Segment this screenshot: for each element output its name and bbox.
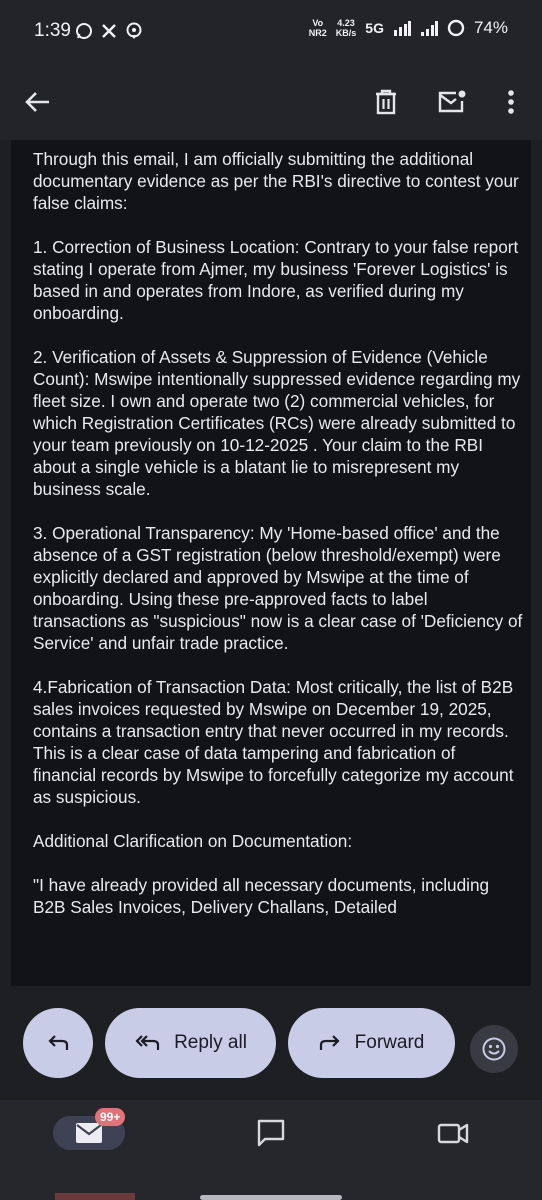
app-bar <box>0 64 542 140</box>
more-vert-icon <box>507 89 515 115</box>
status-time: 1:39 <box>34 20 71 41</box>
mark-unread-button[interactable] <box>430 80 474 124</box>
reply-all-icon <box>134 1034 160 1052</box>
status-bar <box>0 0 542 64</box>
mail-icon <box>75 1122 103 1144</box>
email-paragraph: "I have already provided all necessary documents, including B2B Sales Invoices, Delivery Challans, Detailed <box>33 875 490 917</box>
mark-unread-icon <box>437 90 467 114</box>
peek-strip <box>55 1193 135 1200</box>
forward-icon <box>319 1034 341 1052</box>
emoji-reaction-button[interactable] <box>470 1025 518 1073</box>
network-type: 5G <box>365 20 384 36</box>
nr-label: NR2 <box>308 28 327 38</box>
signal-icon-2 <box>420 20 438 36</box>
emoji-icon <box>481 1036 507 1062</box>
network-speed <box>336 18 357 38</box>
video-camera-icon <box>437 1118 469 1148</box>
email-paragraph: Through this email, I am officially submitting the additional documentary evidence as per the RBI's directive to contest your false claims: <box>33 149 519 213</box>
forward-label: Forward <box>354 1032 425 1053</box>
back-button[interactable] <box>16 80 60 124</box>
nav-meet-tab[interactable] <box>437 1118 469 1153</box>
more-options-button[interactable] <box>489 80 533 124</box>
delete-button[interactable] <box>364 80 408 124</box>
forward-button[interactable] <box>288 1008 455 1078</box>
gesture-home-bar <box>200 1195 342 1200</box>
reply-all-label: Reply all <box>174 1032 247 1053</box>
signal-icon <box>393 20 411 36</box>
location-message-icon <box>125 22 143 40</box>
bottom-nav <box>0 1100 542 1200</box>
mail-badge: 99+ <box>95 1108 125 1126</box>
whatsapp-icon <box>75 22 93 40</box>
reply-all-button[interactable] <box>105 1008 276 1078</box>
nav-chat-tab[interactable] <box>256 1118 286 1153</box>
speed-value: 4.23 <box>337 18 355 28</box>
email-paragraph: 1. Correction of Business Location: Contrary to your false report stating I operate from Ajmer, my business 'Forever Logistics' is based in and operates from Indore, as verified during my onboarding. <box>33 237 519 323</box>
x-icon <box>101 23 117 39</box>
status-right <box>309 18 508 38</box>
chat-icon <box>256 1118 286 1148</box>
trash-icon <box>374 89 398 115</box>
speed-unit: KB/s <box>335 28 357 38</box>
volte-indicator <box>309 18 327 38</box>
notification-icons <box>75 22 143 40</box>
battery-percent: 74% <box>473 18 508 37</box>
email-paragraph: Additional Clarification on Documentation: <box>33 831 353 851</box>
volte-label: Vo <box>312 18 324 28</box>
email-paragraph: 4.Fabrication of Transaction Data: Most critically, the list of B2B sales invoices requested by Mswipe on December 19, 2025, contains a transaction entry that never occurred in my records. This is a clear case of data tampering and fabrication of financial records by Mswipe to forcefully categorize my account as suspicious. <box>33 677 514 807</box>
back-arrow-icon <box>25 91 51 113</box>
email-paragraph: 2. Verification of Assets & Suppression of Evidence (Vehicle Count): Mswipe intentionally suppressed evidence regarding my fleet size. I own and operate two (2) commercial vehicles, for which Registration Certificates (RCs) were already submitted to your team previously on 10-12-2025 . Your claim to the RBI about a single vehicle is a blatant lie to misrepresent my business scale. <box>33 347 521 499</box>
reply-button[interactable] <box>23 1008 93 1078</box>
reply-icon <box>47 1034 69 1052</box>
email-paragraph: 3. Operational Transparency: My 'Home-based office' and the absence of a GST registration (below threshold/exempt) were explicitly declared and approved by Mswipe at the time of onboarding. Using these pre-approved facts to label transactions as "suspicious" now is a clear case of 'Deficiency of Service' and unfair trade practice. <box>33 523 523 653</box>
action-row <box>0 1008 542 1080</box>
email-body <box>11 140 531 986</box>
battery-icon <box>447 19 465 37</box>
